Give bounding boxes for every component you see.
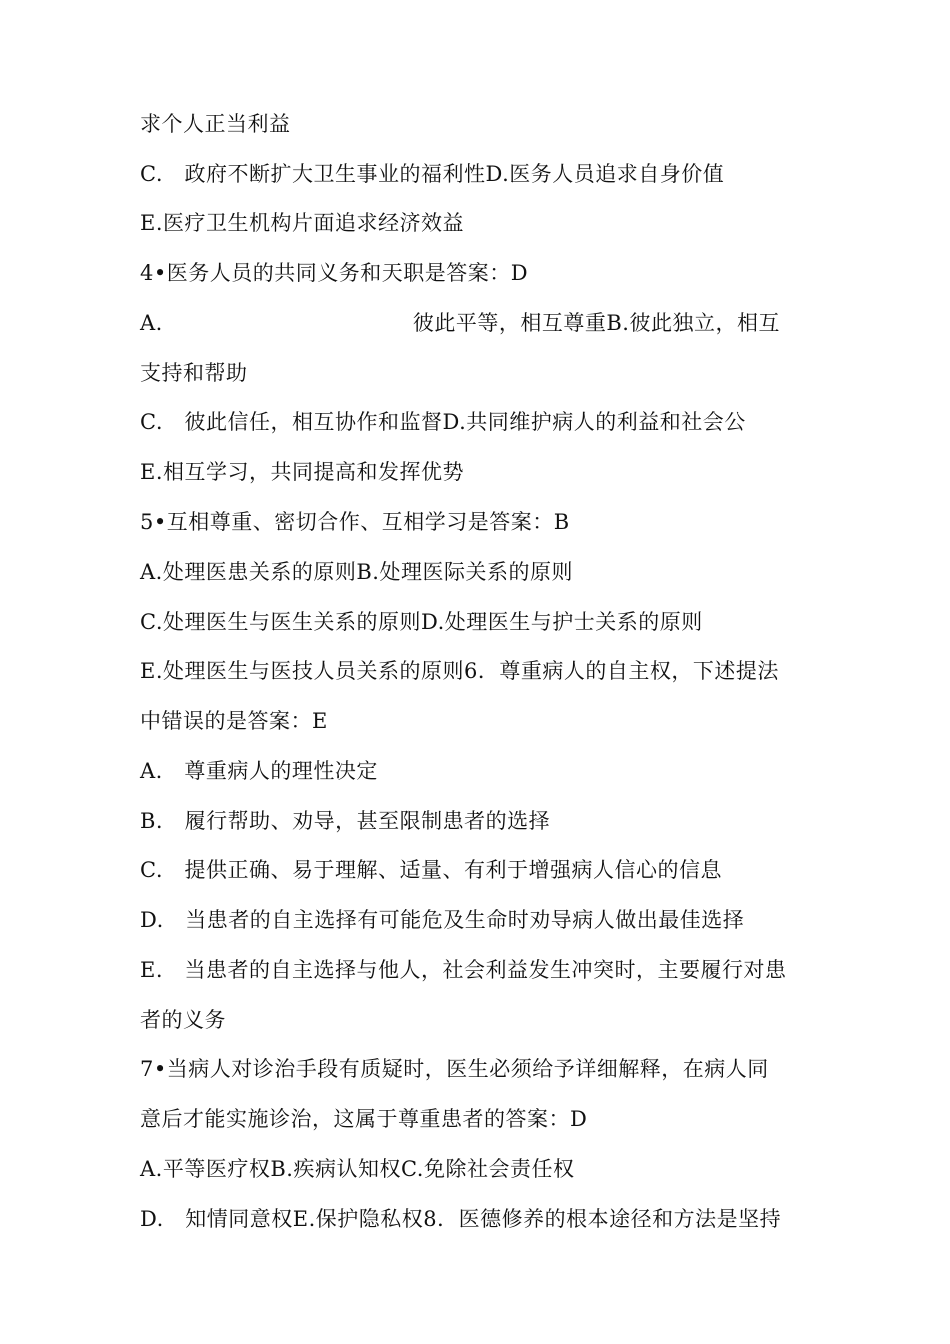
text-line: C.处理医生与医生关系的原则D.处理医生与护士关系的原则	[140, 610, 703, 634]
question-6-stem: 中错误的是答案：E	[140, 709, 328, 733]
text-line: 求个人正当利益	[140, 112, 291, 136]
option-text: 彼此平等，相互尊重B.彼此独立，相互	[412, 311, 780, 335]
text-line: 意后才能实施诊治，这属于尊重患者的答案：D	[140, 1107, 588, 1131]
text-line: C. 提供正确、易于理解、适量、有利于增强病人信心的信息	[140, 858, 722, 882]
question-7-stem: 7•当病人对诊治手段有质疑时，医生必须给予详细解释，在病人同	[140, 1057, 769, 1081]
text-line: E. 当患者的自主选择与他人，社会利益发生冲突时，主要履行对患	[140, 958, 787, 982]
text-line: E.相互学习，共同提高和发挥优势	[140, 460, 465, 484]
text-line: E.处理医生与医技人员关系的原则6．尊重病人的自主权，下述提法	[140, 659, 779, 683]
text-line: C. 彼此信任，相互协作和监督D.共同维护病人的利益和社会公	[140, 410, 746, 434]
text-line: E.医疗卫生机构片面追求经济效益	[140, 211, 465, 235]
text-line: A. 尊重病人的理性决定	[140, 759, 378, 783]
text-line: A.处理医患关系的原则B.处理医际关系的原则	[140, 560, 573, 584]
question-5-stem: 5•互相尊重、密切合作、互相学习是答案：B	[140, 510, 570, 534]
text-line: B. 履行帮助、劝导，甚至限制患者的选择	[140, 809, 551, 833]
option-letter-a: A.	[140, 311, 163, 335]
text-line: 支持和帮助	[140, 361, 248, 385]
text-line: D. 知情同意权E.保护隐私权8．医德修养的根本途径和方法是坚持	[140, 1207, 782, 1231]
question-4-option-line	[140, 308, 820, 338]
question-4-stem: 4•医务人员的共同义务和天职是答案：D	[140, 261, 529, 285]
text-line: A.平等医疗权B.疾病认知权C.免除社会责任权	[140, 1157, 575, 1181]
text-line: D. 当患者的自主选择有可能危及生命时劝导病人做出最佳选择	[140, 908, 745, 932]
text-line: 者的义务	[140, 1008, 226, 1032]
text-line: C. 政府不断扩大卫生事业的福利性D.医务人员追求自身价值	[140, 162, 725, 186]
